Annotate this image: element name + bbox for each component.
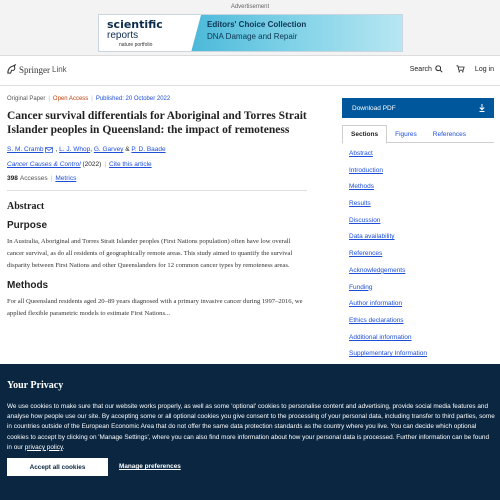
login-label: Log in: [474, 65, 494, 73]
logo-link-text: Link: [52, 65, 67, 74]
article-title: Cancer survival differentials for Aboriginal and Torres Strait Islander peoples in Queensland: the impact of remoteness: [7, 110, 307, 136]
author-link[interactable]: S. M. Cramb: [7, 146, 44, 153]
tab-figures[interactable]: Figures: [395, 130, 417, 138]
advertisement-label: Advertisement: [230, 4, 270, 10]
ad-message: [185, 15, 402, 51]
ad-brand: [99, 15, 185, 51]
section-link-acknowledgements[interactable]: Acknowledgements: [349, 266, 406, 274]
header-nav: [400, 65, 494, 73]
purpose-heading: Purpose: [7, 220, 48, 231]
article-type: Original Paper: [7, 96, 46, 102]
cart-button[interactable]: [453, 65, 465, 73]
sidebar-tabs: [342, 125, 494, 143]
meta-divider: |: [91, 96, 93, 102]
metrics-link[interactable]: Metrics: [55, 175, 77, 182]
tab-sections[interactable]: Sections: [342, 125, 387, 144]
meta-divider: |: [48, 96, 50, 102]
methods-heading: Methods: [7, 280, 49, 291]
open-access-badge: Open Access: [52, 96, 89, 102]
journal-link[interactable]: Cancer Causes & Control: [7, 161, 81, 168]
meta-divider: |: [50, 175, 53, 182]
ad-brand-line2: reports: [107, 30, 139, 41]
ad-subline: DNA Damage and Repair: [207, 32, 298, 41]
article-main: [7, 96, 307, 320]
section-link-additional-information[interactable]: Additional information: [349, 333, 412, 341]
download-pdf-label: Download PDF: [352, 104, 396, 112]
springer-logo[interactable]: [6, 64, 67, 75]
mail-icon[interactable]: [45, 147, 53, 153]
section-link-references[interactable]: References: [349, 250, 383, 258]
published-date-link[interactable]: Published: 20 October 2022: [95, 96, 171, 102]
cookie-heading: Your Privacy: [7, 380, 64, 391]
journal-row: [7, 161, 307, 168]
author-link[interactable]: G. Garvey: [93, 146, 124, 153]
download-pdf-button[interactable]: [342, 98, 494, 118]
search-label: Search: [409, 65, 432, 73]
download-icon: [479, 104, 485, 112]
section-link-abstract[interactable]: Abstract: [349, 150, 373, 157]
accesses-count: 398: [7, 175, 18, 182]
search-icon: [435, 65, 443, 73]
cookie-text: [7, 402, 495, 453]
purpose-text: In Australia, Aboriginal and Torres Strait Islander peoples (First Nations population) often have low overall cancer survival, as do all residents of geographically remote areas. This study aimed to quantify the survival disparity between First Nations and other Queenslanders for 12 common cancer types by remoteness areas.: [7, 238, 293, 269]
cookie-text-end: .: [62, 443, 65, 451]
section-link-discussion[interactable]: Discussion: [349, 216, 381, 224]
author-and: &: [125, 146, 130, 153]
author-link[interactable]: P. D. Baade: [131, 146, 166, 153]
metrics-row: [7, 175, 307, 182]
tab-references[interactable]: References: [432, 130, 467, 138]
privacy-policy-link[interactable]: privacy policy: [24, 443, 63, 451]
cart-icon: [456, 65, 465, 73]
author-link[interactable]: L. J. Whop: [59, 146, 91, 153]
search-button[interactable]: [410, 65, 443, 73]
methods-text: For all Queensland residents aged 20–89 years diagnosed with a primary invasive cancer during 1997–2016, we applied flexible parametric models to estimate First Nations...: [7, 298, 303, 317]
accesses-label: Accesses: [19, 175, 48, 182]
author-list: [7, 146, 307, 153]
meta-divider: |: [104, 161, 107, 168]
author-separator: ,: [90, 146, 92, 153]
section-link-ethics-declarations[interactable]: Ethics declarations: [349, 316, 404, 324]
advertisement-banner[interactable]: [98, 14, 403, 52]
section-link-data-availability[interactable]: Data availability: [349, 233, 395, 241]
manage-preferences-button[interactable]: Manage preferences: [119, 463, 181, 470]
logo-springer-text: Springer: [19, 64, 50, 75]
author-separator: ,: [55, 146, 58, 153]
site-header: [0, 56, 500, 86]
springer-horse-icon: [6, 64, 17, 75]
article-meta: [7, 96, 307, 102]
ad-brand-line3: nature portfolio: [119, 42, 153, 48]
section-link-supplementary-information[interactable]: Supplementary Information: [349, 350, 428, 358]
section-link-introduction[interactable]: Introduction: [349, 166, 383, 174]
cite-article-link[interactable]: Cite this article: [109, 161, 152, 168]
login-link[interactable]: [475, 66, 494, 73]
section-link-results[interactable]: Results: [349, 200, 371, 208]
ad-headline: Editors' Choice Collection: [207, 20, 307, 29]
section-link-funding[interactable]: Funding: [349, 283, 373, 291]
ad-brand-line1: scientific: [107, 18, 163, 31]
sections-list: [349, 150, 489, 367]
section-link-methods[interactable]: Methods: [349, 183, 374, 191]
section-link-author-information[interactable]: Author information: [349, 300, 403, 308]
cookie-body: We use cookies to make sure that our website works properly, as well as some 'optional' cookies to personalise content and advertising, provide social media features and analyse how people use our site. By accepting some or all optional cookies you give consent to the processing of your personal data, including transfer to third parties, some in countries outside of the European Economic Area that do not offer the same data protection standards as the country where you live. You can decide which optional cookies to accept by clicking on 'Manage Settings', where you can also find more information about how your personal data is processed. Further information can be found in our: [7, 403, 495, 451]
abstract-heading: Abstract: [7, 201, 45, 212]
advertisement-band: [0, 0, 500, 56]
publication-year: (2022): [82, 161, 102, 168]
section-divider: [7, 190, 307, 191]
cookie-banner: [0, 364, 500, 500]
accept-all-cookies-button[interactable]: Accept all cookies: [7, 458, 108, 476]
